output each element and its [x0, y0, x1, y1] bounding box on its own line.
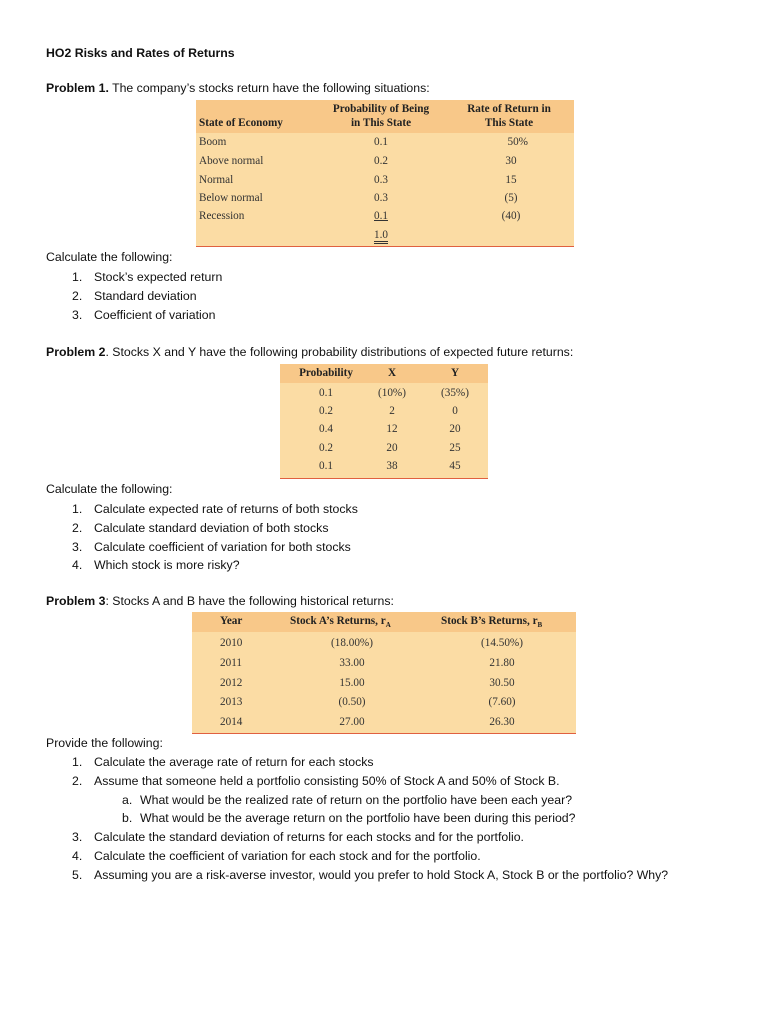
problem1-heading: [46, 81, 430, 95]
table-cell: 0.2: [374, 155, 388, 167]
col-prob-header-line2: in This State: [350, 117, 412, 129]
table-cell: Normal: [199, 174, 234, 186]
sub-list-item: b. What would be the average return on the portfolio have been during this period?: [122, 811, 576, 826]
table-cell: 45: [449, 460, 461, 472]
list-item: 2. Standard deviation: [72, 288, 197, 303]
table-cell: 30.50: [489, 677, 515, 689]
table-cell: Recession: [199, 210, 245, 222]
table-cell: (7.60): [488, 696, 516, 708]
problem3-provide-label: Provide the following:: [46, 736, 163, 750]
list-item: 5. Assuming you are a risk-averse investor, would you prefer to hold Stock A, Stock B or the portfolio? Why?: [72, 867, 669, 882]
problem1-list: [46, 268, 222, 324]
problem3-list: [46, 753, 668, 885]
problem3-heading: [46, 594, 394, 608]
list-item: 3. Calculate coefficient of variation for both stocks: [72, 539, 351, 554]
col-y-header: Y: [450, 367, 460, 379]
list-item: 2. Assume that someone held a portfolio consisting 50% of Stock A and 50% of Stock B. a. What would be the realized rate of return on the portfolio have been each year? b. What would be the average return on the portfolio have been during this period?: [94, 772, 668, 828]
table-cell: 2013: [220, 696, 243, 708]
col-state-header: State of Economy: [199, 117, 283, 129]
table-cell: 2011: [220, 657, 242, 669]
table-cell: (40): [501, 210, 521, 222]
problem1-label: Problem 1.: [46, 81, 109, 95]
table-cell: (18.00%): [331, 637, 373, 649]
col-year-header: Year: [220, 615, 243, 627]
col-return-header-line2: This State: [484, 117, 534, 129]
table-cell: (14.50%): [481, 637, 523, 649]
col-return-header-line1: Rate of Return in: [467, 103, 551, 115]
problem1-calc-label: Calculate the following:: [46, 250, 173, 264]
problem2-table: [280, 364, 488, 479]
problem3-sublist: [94, 791, 668, 829]
list-item: 1. Stock’s expected return: [72, 270, 223, 284]
table-cell: 0.1: [319, 387, 333, 399]
table-cell: Boom: [199, 136, 227, 148]
table-cell: 0.2: [319, 442, 333, 454]
list-item: 4. Which stock is more risky?: [72, 558, 240, 573]
col-x-header: X: [387, 367, 397, 379]
table-cell: 0.4: [319, 423, 333, 435]
list-item: 3. Coefficient of variation: [72, 307, 216, 322]
problem2-label: Problem 2: [46, 345, 106, 359]
table-cell: 20: [449, 423, 461, 435]
table-cell: (35%): [441, 387, 469, 399]
list-item: 2. Calculate standard deviation of both stocks: [72, 520, 329, 535]
table-cell: 0.1: [319, 460, 333, 472]
table-cell: 2014: [220, 716, 243, 728]
table-cell: 33.00: [339, 657, 365, 669]
col-stock-a-header: Stock A’s Returns, $r_A$: [290, 615, 391, 630]
table-cell: 2012: [220, 677, 243, 689]
sub-list-item: a. What would be the realized rate of return on the portfolio have been each year?: [122, 792, 573, 807]
table-cell: 15: [505, 174, 517, 186]
document-title: HO2 Risks and Rates of Returns: [46, 46, 235, 60]
table-cell: 30: [505, 155, 517, 167]
table-cell: 20: [386, 442, 398, 454]
table-cell: 0.1: [374, 136, 388, 148]
table-cell: 15.00: [339, 677, 365, 689]
table-cell: 50%: [507, 136, 528, 148]
problem1-table: [196, 100, 574, 247]
table-cell: (10%): [378, 387, 406, 399]
problem2-calc-label: Calculate the following:: [46, 482, 173, 496]
problem3-table: [192, 612, 576, 734]
table-cell: 25: [449, 442, 461, 454]
table-cell: (0.50): [338, 696, 366, 708]
col-prob-header-line1: Probability of Being: [332, 103, 430, 115]
table-cell: 2: [389, 405, 395, 417]
table-cell: 38: [386, 460, 398, 472]
table-cell: 21.80: [489, 657, 515, 669]
table-cell: 2010: [220, 637, 243, 649]
table-cell: 27.00: [339, 716, 365, 728]
problem3-label: Problem 3: [46, 594, 106, 608]
problem2-list: [46, 500, 358, 575]
problem2-intro: . Stocks X and Y have the following probability distributions of expected future returns:: [105, 345, 574, 359]
col-stock-b-header: Stock B’s Returns, $r_B$: [441, 615, 543, 630]
table-cell: 0.3: [374, 192, 388, 204]
table-total: [346, 229, 416, 241]
table-cell: (5): [504, 192, 518, 204]
table-cell: 0.2: [319, 405, 333, 417]
col-probability-header: Probability: [299, 367, 353, 379]
table-cell: 0.3: [374, 174, 388, 186]
table-cell: 0: [452, 405, 458, 417]
table-cell: Above normal: [199, 155, 264, 167]
underlined-value: 0.1: [374, 210, 388, 222]
list-item: 1. Calculate expected rate of returns of both stocks: [72, 502, 358, 516]
problem2-heading: [46, 345, 573, 359]
table-cell: 12: [386, 423, 398, 435]
table-cell: Below normal: [199, 192, 263, 204]
table-cell: 26.30: [489, 716, 515, 728]
problem1-intro: The company’s stocks return have the following situations:: [108, 81, 430, 95]
total-value: 1.0: [374, 229, 388, 244]
list-item: 4. Calculate the coefficient of variation for each stock and for the portfolio.: [72, 848, 481, 863]
table-cell: [346, 210, 416, 222]
problem3-intro: : Stocks A and B have the following historical returns:: [105, 594, 394, 608]
list-item: 3. Calculate the standard deviation of returns for each stocks and for the portfolio.: [72, 830, 524, 845]
list-item: 1. Calculate the average rate of return for each stocks: [72, 755, 374, 769]
